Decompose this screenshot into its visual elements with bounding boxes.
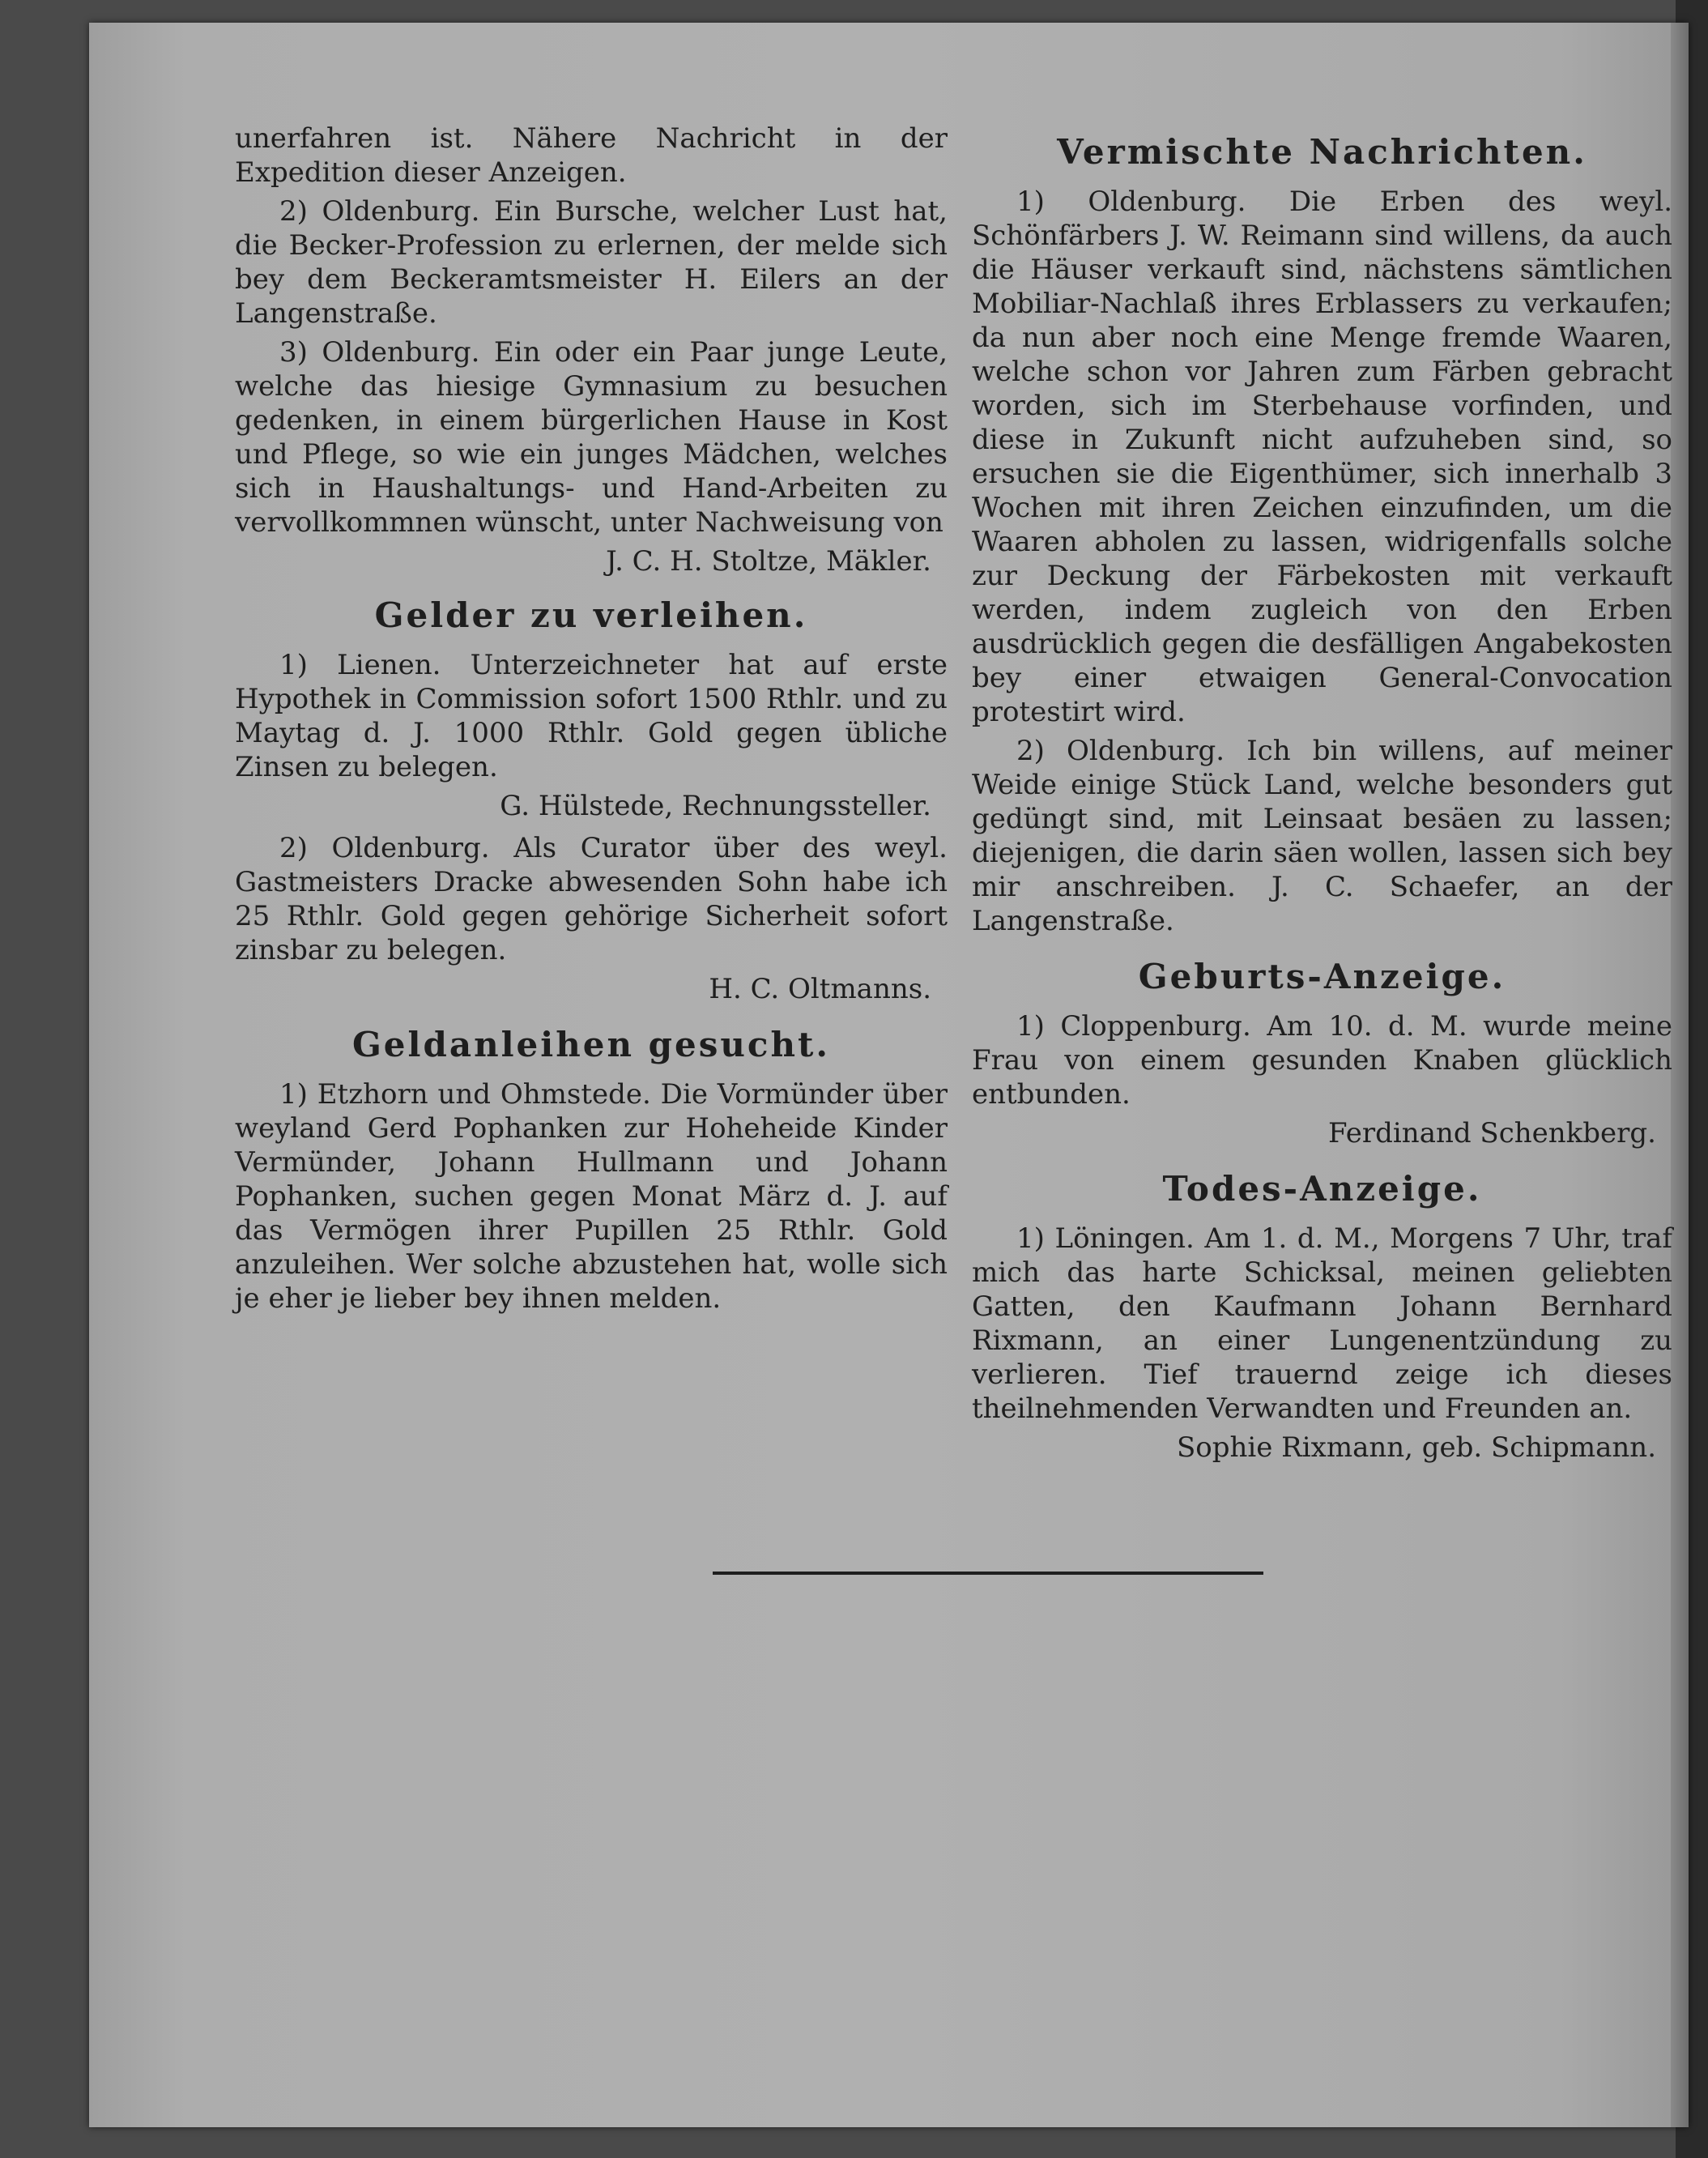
notice-lienen: 1) Lienen. Unterzeichneter hat auf erste Hypothek in Commission sofort 1500 Rthlr. und zu Maytag d. J. 1000 Rthlr. Gold gegen übliche Zinsen zu belegen. (235, 649, 948, 783)
page-edge (1671, 23, 1689, 2127)
right-column (972, 122, 1672, 1473)
section-heading-todes-anzeige: Todes-Anzeige. (1162, 1169, 1482, 1209)
notice-continuation: unerfahren ist. Nähere Nachricht in der Expedition dieser Anzeigen. (235, 122, 948, 189)
notice-oldenburg-schaefer: 2) Oldenburg. Ich bin willens, auf meiner Weide einige Stück Land, welche besonders gut gedüngt sind, mit Leinsaat besäen zu lassen; diejenigen, die darin säen wollen, lassen sich bey mir anschreiben. J. C. Schaefer, an der Langenstraße. (972, 735, 1672, 937)
notice-cloppenburg: 1) Cloppenburg. Am 10. d. M. wurde meine Frau von einem gesunden Knaben glücklich entbunden. (972, 1010, 1672, 1111)
signature-stoltze: J. C. H. Stoltze, Mäkler. (606, 545, 931, 578)
notice-oldenburg-gymnasium: 3) Oldenburg. Ein oder ein Paar junge Leute, welche das hiesige Gymnasium zu besuchen gedenken, in einem bürgerlichen Hause in Kost und Pflege, so wie ein junges Mädchen, welches sich in Haushaltungs- und Hand-Arbeiten zu vervollkommnen wünscht, unter Nachweisung von (235, 336, 948, 539)
section-heading-geldanleihen-gesucht: Geldanleihen gesucht. (351, 1025, 831, 1064)
section-heading-gelder-zu-verleihen: Gelder zu verleihen. (374, 595, 808, 635)
signature-schenkberg: Ferdinand Schenkberg. (1328, 1117, 1656, 1149)
section-heading-geburts-anzeige: Geburts-Anzeige. (1138, 957, 1506, 996)
signature-huelstede: G. Hülstede, Rechnungssteller. (500, 790, 931, 822)
left-column (235, 122, 948, 1320)
signature-oltmanns: H. C. Oltmanns. (709, 973, 931, 1005)
notice-etzhorn-ohmstede: 1) Etzhorn und Ohmstede. Die Vormünder über weyland Gerd Pophanken zur Hoheheide Kinder Vermünder, Johann Hullmann und Johann Pophanken, suchen gegen Monat März d. J. auf das Vermögen ihrer Pupillen 25 Rthlr. Gold anzuleihen. Wer solche abzustehen hat, wolle sich je eher je lieber bey ihnen melden. (235, 1078, 948, 1315)
notice-loeningen: 1) Löningen. Am 1. d. M., Morgens 7 Uhr, traf mich das harte Schicksal, meinen geliebten Gatten, den Kaufmann Johann Bernhard Rixmann, an einer Lungenentzündung zu verlieren. Tief trauernd zeige ich dieses theilnehmenden Verwandten und Freunden an. (972, 1222, 1672, 1425)
notice-oldenburg-becker: 2) Oldenburg. Ein Bursche, welcher Lust hat, die Becker-Profession zu erlernen, der melde sich bey dem Beckeramtsmeister H. Eilers an der Langenstraße. (235, 195, 948, 330)
section-heading-vermischte-nachrichten: Vermischte Nachrichten. (1057, 132, 1587, 172)
end-rule (713, 1572, 1263, 1575)
signature-rixmann: Sophie Rixmann, geb. Schipmann. (1176, 1431, 1656, 1464)
notice-oldenburg-reimann: 1) Oldenburg. Die Erben des weyl. Schönfärbers J. W. Reimann sind willens, da auch die Häuser verkauft sind, nächstens sämtlichen Mobiliar-Nachlaß ihres Erblassers zu verkaufen; da nun aber noch eine Menge fremde Waaren, welche schon vor Jahren zum Färben gebracht worden, sich im Sterbehause vorfinden, und diese in Zukunft nicht aufzuheben sind, so ersuchen sie die Eigenthümer, sich innerhalb 3 Wochen mit ihren Zeichen einzufinden, um die Waaren abholen zu lassen, widrigenfalls solche zur Deckung der Färbekosten mit verkauft werden, indem zugleich von den Erben ausdrücklich gegen die desfälligen Angabekosten bey einer etwaigen General-Convocation protestirt wird. (972, 186, 1672, 728)
notice-oldenburg-curator: 2) Oldenburg. Als Curator über des weyl. Gastmeisters Dracke abwesenden Sohn habe ich 25 Rthlr. Gold gegen gehörige Sicherheit sofort zinsbar zu belegen. (235, 832, 948, 966)
